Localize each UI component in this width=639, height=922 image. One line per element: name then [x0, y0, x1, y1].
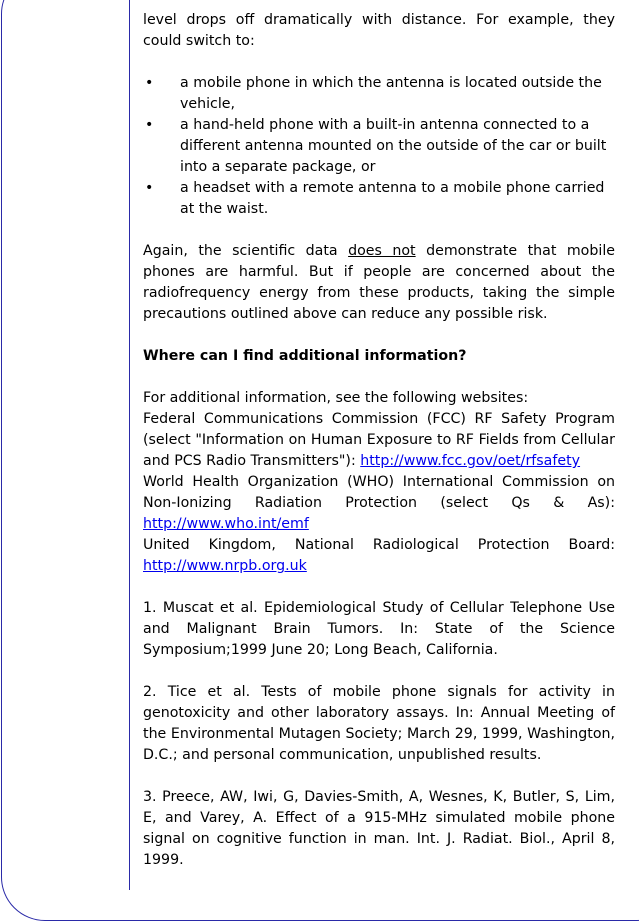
intro-paragraph: level drops off dramatically with distance. For example, they could switch to:	[143, 12, 615, 49]
websites-intro: For additional information, see the following websites:	[143, 390, 529, 406]
fcc-link[interactable]: http://www.fcc.gov/oet/rfsafety	[360, 453, 581, 469]
document-body	[143, 10, 615, 871]
list-item-text: a mobile phone in which the antenna is located outside the vehicle,	[180, 75, 602, 112]
bullet: •	[145, 75, 154, 91]
options-list	[143, 73, 615, 220]
again-paragraph: Again, the scientific data does not demonstrate that mobile phones are harmful. But if people are concerned about the radiofrequency energy from these products, taking the simple precautions outlined above can reduce any possible risk.	[143, 243, 615, 322]
nrpb-link[interactable]: http://www.nrpb.org.uk	[143, 558, 307, 574]
reference-1: 1. Muscat et al. Epidemiological Study of Cellular Telephone Use and Malignant Brain Tumors. In: State of the Science Symposium;1999 June 20; Long Beach, California.	[143, 600, 615, 658]
margin-rule	[129, 0, 130, 890]
who-link[interactable]: http://www.who.int/emf	[143, 516, 309, 532]
list-item-text: a headset with a remote antenna to a mobile phone carried at the waist.	[180, 180, 605, 217]
list-item	[143, 178, 615, 220]
fcc-entry: Federal Communications Commission (FCC) RF Safety Program (select "Information on Human Exposure to RF Fields from Cellular and PCS Radio Transmitters"): http://www.fcc.gov/oet/rfsafety	[143, 411, 615, 469]
reference-3: 3. Preece, AW, Iwi, G, Davies-Smith, A, Wesnes, K, Butler, S, Lim, E, and Varey, A. Effect of a 915-MHz simulated mobile phone signal on cognitive function in man. Int. J. Radiat. Biol., April 8, 1999.	[143, 789, 615, 868]
list-item-text: a hand-held phone with a built-in antenna connected to a different antenna mounted on the outside of the car or built into a separate package, or	[180, 117, 607, 175]
section-heading: Where can I find additional information?	[143, 348, 467, 364]
bullet: •	[145, 117, 154, 133]
bullet: •	[145, 180, 154, 196]
reference-2: 2. Tice et al. Tests of mobile phone signals for activity in genotoxicity and other laboratory assays. In: Annual Meeting of the Environmental Mutagen Society; March 29, 1999, Washington, D.C.; and personal communication, unpublished results.	[143, 684, 615, 763]
list-item	[143, 115, 615, 178]
uk-entry: United Kingdom, National Radiological Protection Board: http://www.nrpb.org.uk	[143, 537, 615, 574]
who-entry: World Health Organization (WHO) International Commission on Non-Ionizing Radiation Protection (select Qs & As): http://www.who.int/emf	[143, 474, 615, 532]
emphasis-does-not: does not	[348, 243, 416, 259]
list-item	[143, 73, 615, 115]
